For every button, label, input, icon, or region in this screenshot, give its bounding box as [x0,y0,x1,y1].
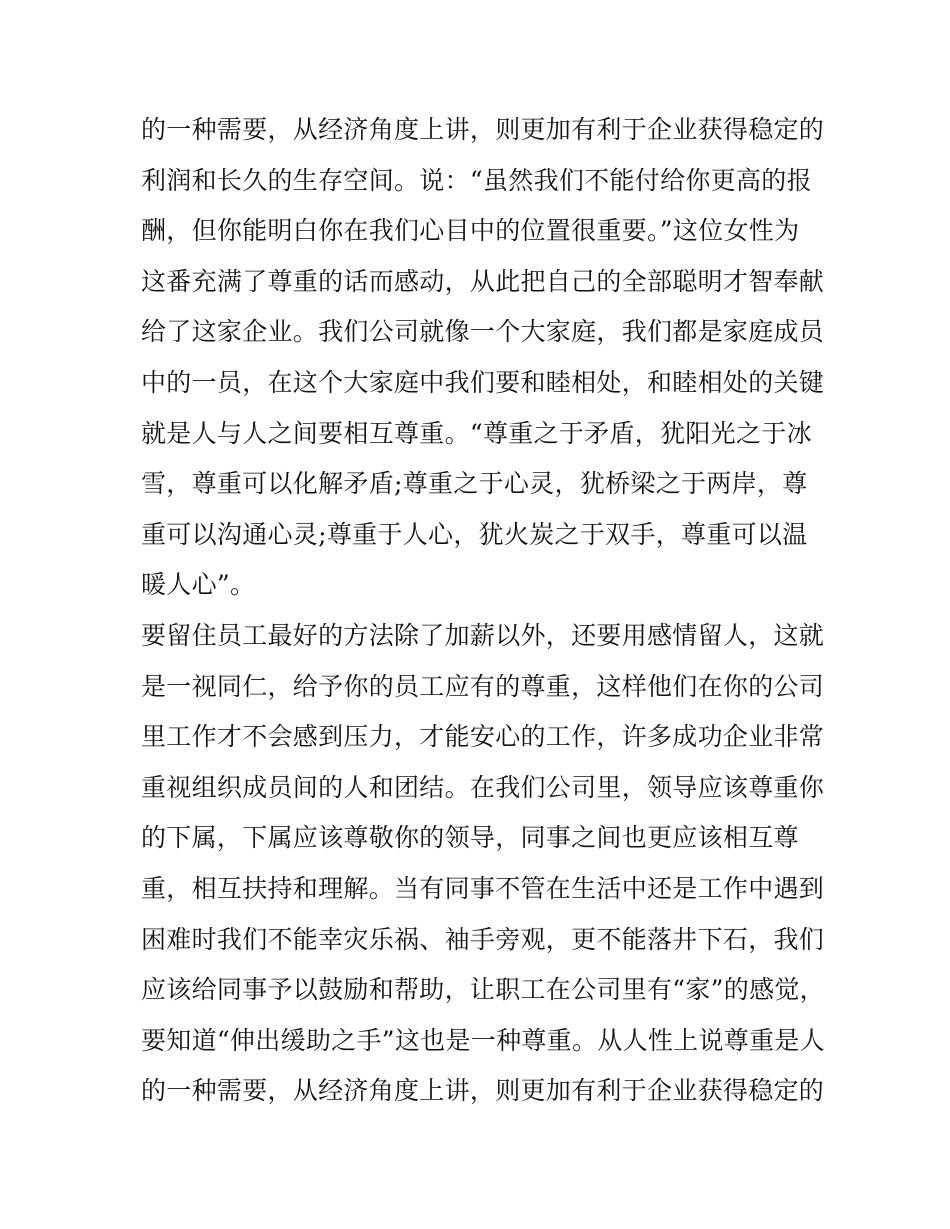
text-line: 的一种需要，从经济角度上讲，则更加有利于企业获得稳定的 [141,1076,825,1106]
text-line: 困难时我们不能幸灾乐祸、袖手旁观，更不能落井下石，我们 [141,924,825,954]
text-line: 中的一员，在这个大家庭中我们要和睦相处，和睦相处的关键 [141,367,825,397]
text-line: 雪，尊重可以化解矛盾;尊重之于心灵，犹桥梁之于两岸，尊 [141,469,808,499]
text-line: 的下属，下属应该尊敬你的领导，同事之间也更应该相互尊 [141,823,799,853]
text-line: 重视组织成员间的人和团结。在我们公司里，领导应该尊重你 [141,772,825,802]
text-line: 给了这家企业。我们公司就像一个大家庭，我们都是家庭成员 [141,317,825,347]
text-line: 要知道“伸出缓助之手”这也是一种尊重。从人性上说尊重是人 [141,1025,825,1055]
text-line: 重可以沟通心灵;尊重于人心，犹火炭之于双手，尊重可以温 [141,519,808,549]
text-line: 暖人心”。 [141,570,256,600]
text-line: 里工作才不会感到压力，才能安心的工作，许多成功企业非常 [141,722,825,752]
text-line: 应该给同事予以鼓励和帮助，让职工在公司里有“家”的感觉， [141,975,825,1005]
text-line: 要留住员工最好的方法除了加薪以外，还要用感情留人，这就 [141,620,825,650]
text-line: 利润和长久的生存空间。说：“虽然我们不能付给你更高的报 [141,165,812,195]
text-line: 重，相互扶持和理解。当有同事不管在生活中还是工作中遇到 [141,873,825,903]
text-line: 是一视同仁，给予你的员工应有的尊重，这样他们在你的公司 [141,671,825,701]
text-line: 这番充满了尊重的话而感动，从此把自己的全部聪明才智奉献 [141,266,825,296]
text-line: 的一种需要，从经济角度上讲，则更加有利于企业获得稳定的 [141,115,825,144]
text-line: 酬，但你能明白你在我们心目中的位置很重要。”这位女性为 [141,216,800,246]
body-text [141,105,825,1117]
text-line: 就是人与人之间要相互尊重。“尊重之于矛盾，犹阳光之于冰 [141,418,812,448]
